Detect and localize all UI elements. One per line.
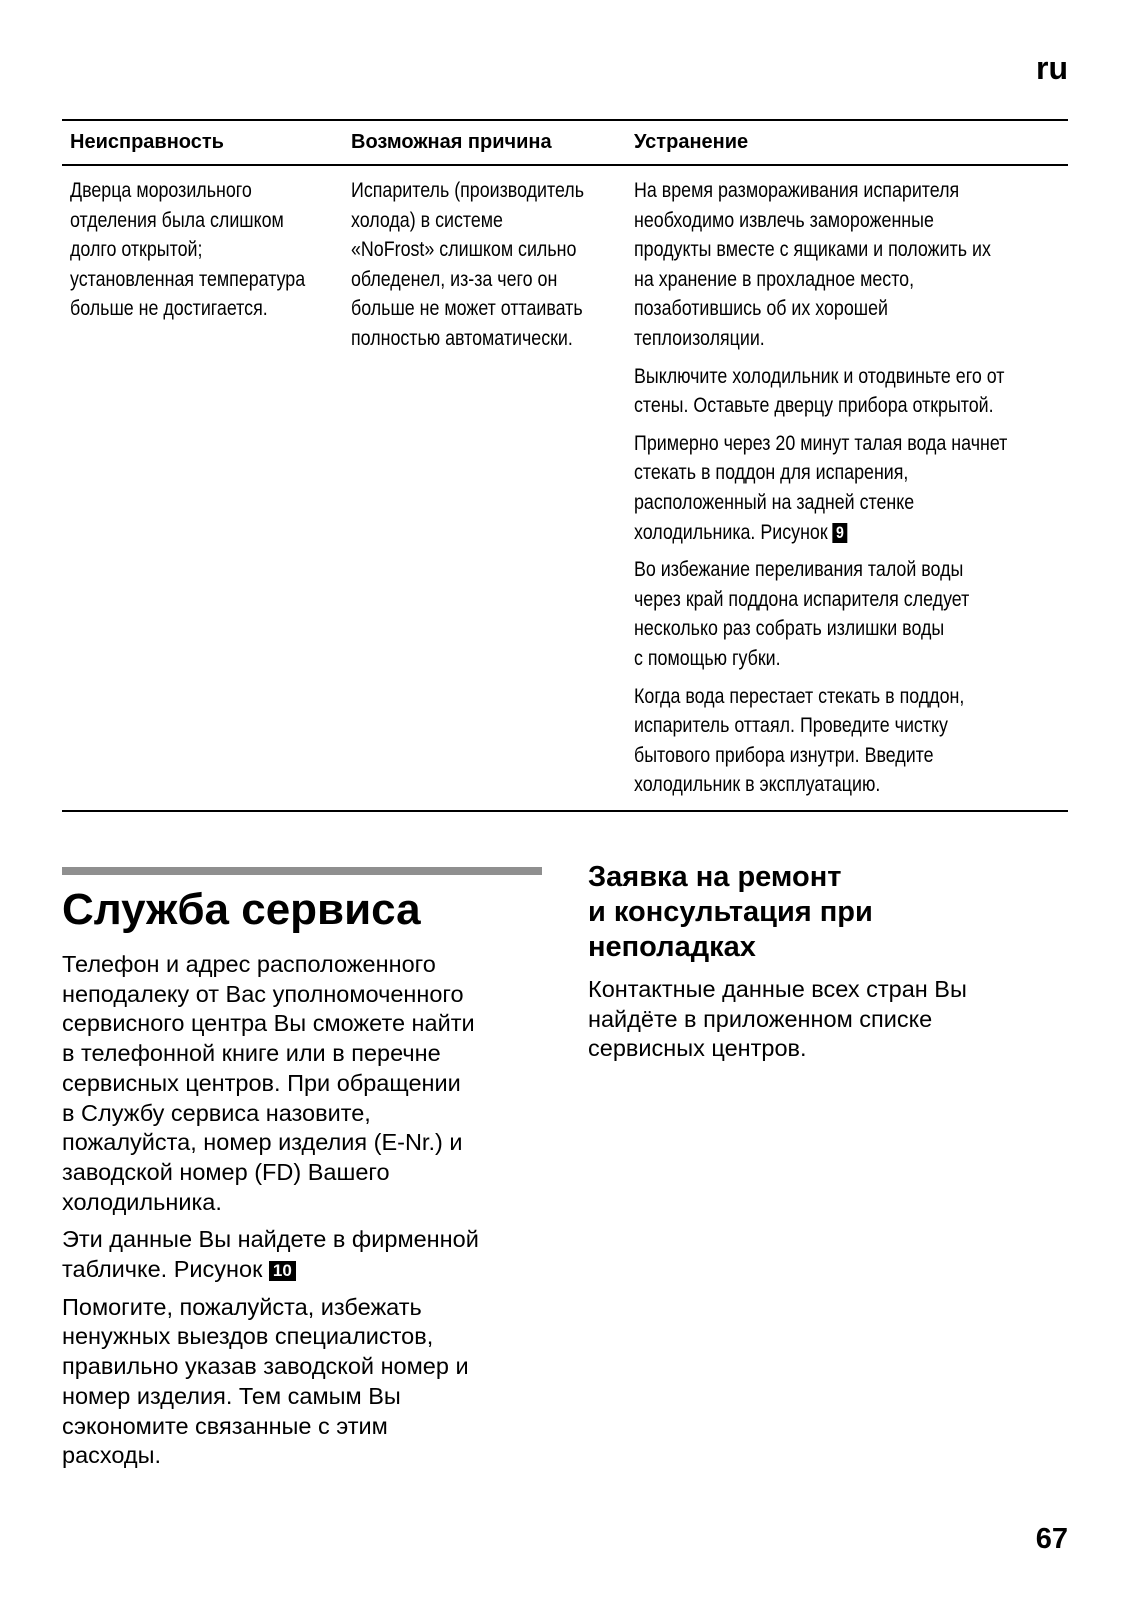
header-cause: Возможная причина [351, 131, 552, 153]
text-line: необходимо извлечь замороженные [634, 207, 934, 232]
text-line: найдёте в приложенном списке [588, 1005, 933, 1032]
repair-section [588, 860, 1058, 1064]
section-rule [62, 867, 542, 875]
text-line: несколько раз собрать излишки воды [634, 616, 945, 641]
text-line: расположенный на задней стенке [634, 489, 915, 514]
text-line: Во избежание переливания талой воды [634, 557, 964, 582]
text-line: неподалеку от Вас уполномоченного [62, 980, 464, 1007]
repair-text [588, 975, 1058, 1064]
text-line: холодильник в эксплуатацию. [634, 772, 881, 797]
text-line: Примерно через 20 минут талая вода начнет [634, 430, 1008, 455]
title-line: Заявка на ремонт [588, 861, 842, 893]
text-line: с помощью губки. [634, 645, 781, 670]
title-line: и консультация при [588, 896, 873, 928]
text-line: заводской номер (FD) Вашего [62, 1158, 390, 1185]
text-line: больше не может оттаивать [351, 296, 583, 321]
text-line: сервисного центра Вы сможете найти [62, 1010, 475, 1037]
figure-ref-badge: 9 [833, 523, 847, 543]
text-line: Помогите, пожалуйста, избежать [62, 1293, 422, 1320]
remedy-paragraph [634, 555, 1066, 673]
service-paragraph-1 [62, 950, 542, 1217]
text-line: Эти данные Вы найдете в фирменной [62, 1226, 479, 1253]
text-line: табличке. Рисунок [62, 1256, 263, 1283]
text-line: продукты вместе с ящиками и положить их [634, 237, 991, 262]
remedy-paragraph [634, 362, 1066, 421]
text-line: полностью автоматически. [351, 325, 573, 350]
repair-title [588, 860, 1058, 965]
text-line: больше не достигается. [70, 296, 268, 321]
remedy-paragraph [634, 682, 1066, 800]
text-line: стены. Оставьте дверцу прибора открытой. [634, 393, 994, 418]
service-paragraph-2 [62, 1225, 542, 1284]
figure-ref-badge: 10 [269, 1261, 296, 1281]
text-line: Телефон и адрес расположенного [62, 951, 436, 977]
text-line: «NoFrost» слишком сильно [351, 237, 577, 262]
fault-cell [62, 176, 344, 800]
table-header [62, 121, 1068, 166]
remedy-paragraph [634, 176, 1066, 354]
header-fault: Неисправность [70, 131, 224, 153]
header-remedy: Устранение [634, 131, 749, 153]
remedy-text [634, 176, 1066, 800]
text-line: сервисных центров. [588, 1035, 807, 1062]
service-paragraph-3 [62, 1293, 542, 1471]
text-line: Дверца морозильного [70, 178, 252, 202]
text-line: расходы. [62, 1442, 162, 1469]
service-body [62, 950, 542, 1479]
language-code: ru [1036, 50, 1068, 86]
troubleshooting-table [62, 119, 1068, 812]
text-line: пожалуйста, номер изделия (E-Nr.) и [62, 1129, 463, 1156]
service-title: Служба сервиса [62, 885, 421, 934]
text-line: Выключите холодильник и отодвиньте его от [634, 363, 1005, 388]
remedy-cell [627, 176, 1068, 800]
cause-text [351, 176, 626, 354]
text-line: холодильника. Рисунок [634, 519, 828, 544]
text-line: бытового прибора изнутри. Введите [634, 742, 934, 767]
text-line: На время размораживания испарителя [634, 178, 960, 202]
text-line: позаботившись об их хорошей [634, 296, 888, 321]
text-line: холодильника. [62, 1188, 222, 1215]
table-row [62, 166, 1068, 810]
text-line: в телефонной книге или в перечне [62, 1040, 441, 1067]
text-line: отделения была слишком [70, 207, 284, 232]
text-line: долго открытой; [70, 237, 203, 262]
text-line: через край поддона испарителя следует [634, 586, 970, 611]
text-line: испаритель оттаял. Проведите чистку [634, 713, 948, 738]
text-line: холода) в системе [351, 207, 503, 232]
text-line: установленная температура [70, 266, 306, 291]
text-line: стекать в поддон для испарения, [634, 460, 909, 485]
text-line: Испаритель (производитель [351, 178, 585, 202]
text-line: на хранение в прохладное место, [634, 266, 915, 291]
text-line: сэкономите связанные с этим [62, 1412, 388, 1439]
text-line: обледенел, из-за чего он [351, 266, 558, 291]
page-number: 67 [1035, 1523, 1068, 1555]
cause-cell [344, 176, 627, 800]
remedy-paragraph [634, 429, 1066, 547]
fault-text [70, 176, 343, 324]
text-line: ненужных выездов специалистов, [62, 1323, 434, 1350]
text-line: теплоизоляции. [634, 325, 765, 350]
text-line: в Службу сервиса назовите, [62, 1099, 371, 1126]
text-line: Когда вода перестает стекать в поддон, [634, 683, 965, 708]
text-line: правильно указав заводской номер и [62, 1353, 469, 1380]
text-line: номер изделия. Тем самым Вы [62, 1382, 401, 1409]
text-line: сервисных центров. При обращении [62, 1069, 461, 1096]
title-line: неполадках [588, 931, 756, 963]
text-line: Контактные данные всех стран Вы [588, 976, 967, 1002]
